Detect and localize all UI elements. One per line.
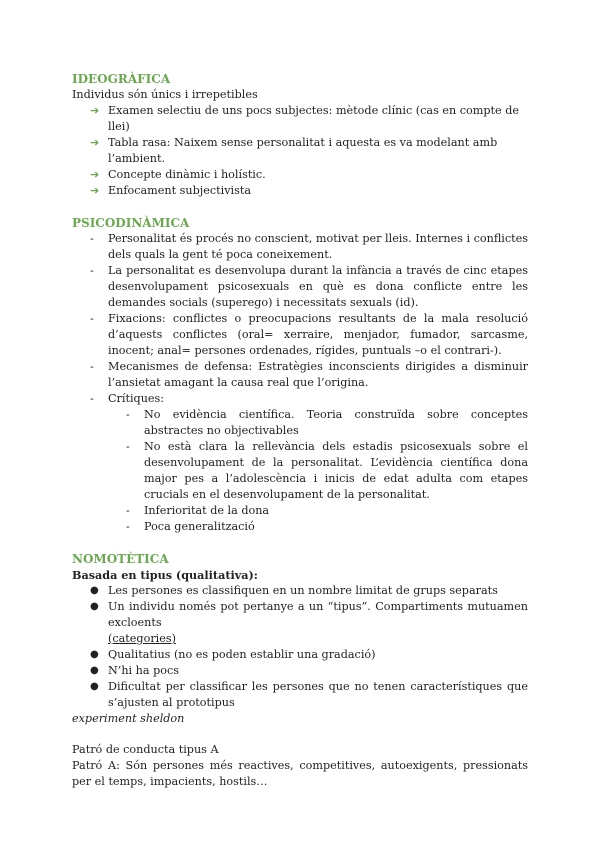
list-item: ➔ Concepte dinàmic i holístic. <box>90 168 266 181</box>
categories-note: (categories) <box>108 632 176 645</box>
bullet-icon: ● <box>90 681 99 692</box>
list-item: - Personalitat és procés no conscient, motivat per lleis. Internes i conflictes dels quals la gent té poca coneixement. <box>90 232 528 261</box>
list-item: - Crítiques: <box>90 392 165 405</box>
heading-nomotetica: NOMOTÈTICA <box>72 552 169 566</box>
dash-marker: - <box>90 264 94 277</box>
document-content <box>72 71 528 790</box>
bullet-icon: ● <box>90 585 99 596</box>
arrow-icon: ➔ <box>90 184 100 197</box>
patro-title: Patró de conducta tipus A <box>72 743 219 756</box>
list-item: - Inferioritat de la dona <box>126 504 270 517</box>
bullet-icon: ● <box>90 665 99 676</box>
list-item: - No evidència científica. Teoria construïda sobre conceptes abstractes no objectivables <box>126 408 528 437</box>
arrow-icon: ➔ <box>90 104 100 117</box>
list-item: ● Dificultat per classificar les persones que no tenen característiques que s’ajusten al prototipus <box>90 680 528 709</box>
list-item: - Poca generalització <box>126 520 255 533</box>
bullet-icon: ● <box>90 649 99 660</box>
dash-marker: - <box>126 440 130 453</box>
list-item: ● Qualitatius (no es poden establir una gradació) <box>90 648 376 661</box>
list-item: ➔ Enfocament subjectivista <box>90 184 252 197</box>
list-item: ● Un individu només pot pertanye a un “tipus”. Compartiments mutuamen excloents (categories) <box>90 600 528 645</box>
list-item: ● N’hi ha pocs <box>90 664 180 677</box>
experiment-note: experiment sheldon <box>72 712 185 725</box>
list-item: - Mecanismes de defensa: Estratègies inconscients dirigides a disminuir l’ansietat amagant la causa real que l’origina. <box>90 360 528 389</box>
list-item: ➔ Tabla rasa: Naixem sense personalitat i aquesta es va modelant amb l’ambient. <box>90 136 498 165</box>
ideografica-intro: Individus són únics i irrepetibles <box>72 88 258 101</box>
heading-psicodinamica: PSICODINÀMICA <box>72 216 190 230</box>
dash-marker: - <box>90 232 94 245</box>
dash-marker: - <box>90 312 94 325</box>
ideografica-list <box>72 103 528 199</box>
bullet-icon: ● <box>90 601 99 612</box>
dash-marker: - <box>126 504 130 517</box>
list-item: ● Les persones es classifiquen en un nombre limitat de grups separats <box>90 584 498 597</box>
nomotetica-subtitle: Basada en tipus (qualitativa): <box>72 568 258 582</box>
list-item: - La personalitat es desenvolupa durant la infància a través de cinc etapes desenvolupament psicosexuals en què es dona conflicte entre les demandes socials (superego) i necessitats sexuals (id). <box>90 264 528 309</box>
psicodinamica-list <box>72 231 528 407</box>
list-item: - Fixacions: conflictes o preocupacions resultants de la mala resolució d’aquests conflictes (oral= xerraire, menjador, fumador, sarcasme, inocent; anal= persones ordenades, rígides, puntuals –o el contrari-). <box>90 312 528 357</box>
list-item: - No està clara la rellevància dels estadis psicosexuals sobre el desenvolupament de la personalitat. L’evidència científica dona major pes a l’adolescència i inicis de edat adulta com etapes crucials en el desenvolupament de la personalitat. <box>126 440 528 501</box>
dash-marker: - <box>126 408 130 421</box>
list-item: ➔ Examen selectiu de uns pocs subjectes: mètode clínic (cas en compte de llei) <box>90 104 519 133</box>
dash-marker: - <box>90 392 94 405</box>
arrow-icon: ➔ <box>90 168 100 181</box>
critiques-list <box>72 407 528 535</box>
dash-marker: - <box>126 520 130 533</box>
arrow-icon: ➔ <box>90 136 100 149</box>
heading-ideografica: IDEOGRÀFICA <box>72 72 171 86</box>
patro-description: Patró A: Són persones més reactives, competitives, autoexigents, pressionats per el temps, impacients, hostils… <box>72 759 528 788</box>
nomotetica-list <box>72 583 528 711</box>
dash-marker: - <box>90 360 94 373</box>
